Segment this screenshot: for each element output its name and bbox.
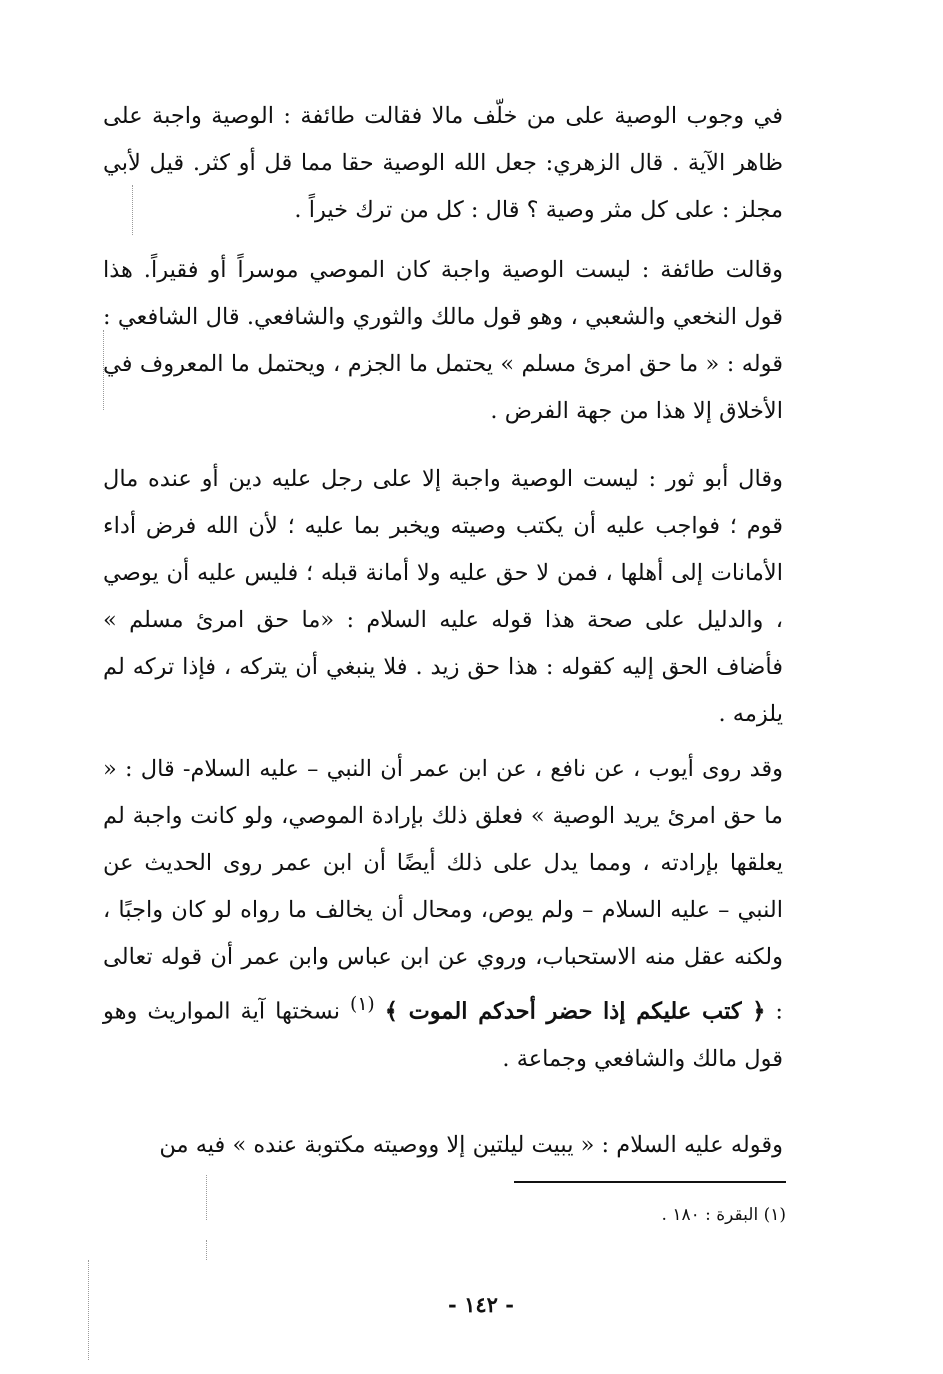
footnote-separator [514, 1181, 786, 1183]
paragraph-4-text-after: نسختها آية المواريث وهو قول مالك والشافعي وجماعة . [103, 998, 783, 1072]
scan-artifact-line [88, 1260, 89, 1360]
paragraph-5: وقوله عليه السلام : « يبيت ليلتين إلا ووصيته مكتوبة عنده » فيه من [159, 1132, 783, 1158]
body-text [103, 746, 783, 1083]
paragraph-4 [103, 746, 783, 1083]
scan-artifact-line [206, 1175, 207, 1220]
paragraph-4-text-before: وقد روى أيوب ، عن نافع ، عن ابن عمر أن النبي – عليه السلام- قال : « ما حق امرئ يريد الوصية » فعلق ذلك بإرادة الموصي، ولو كانت واجبة لم يعلقها بإرادته ، ومما يدل على ذلك أيضًا أن ابن عمر روى الحديث عن النبي – عليه السلام – ولم يوص، ومحال أن يخالف ما رواه لو كان واجبًا ، ولكنه عقل منه الاستحباب، وروي عن ابن عباس وابن عمر أن قوله تعالى : [103, 756, 784, 1025]
body-text [103, 1122, 783, 1169]
scan-artifact-line [206, 1240, 207, 1260]
footnote: (١) البقرة : ١٨٠ . [661, 1205, 786, 1225]
page-number: - ١٤٢ - [448, 1292, 514, 1317]
footnote-reference: (١) [350, 994, 375, 1015]
body-text [103, 247, 783, 435]
body-text [103, 93, 783, 234]
paragraph-3: وقال أبو ثور : ليست الوصية واجبة إلا على رجل عليه دين أو عنده مال قوم ؛ فواجب عليه أن يكتب وصيته ويخبر بما عليه ؛ لأن الله فرض أداء الأمانات إلى أهلها ، فمن لا حق عليه ولا أمانة قبله ؛ فليس عليه أن يوصي ، والدليل على صحة هذا قوله عليه السلام : «ما حق امرئ مسلم » فأضاف الحق إليه كقوله : هذا حق زيد . فلا ينبغي أن يتركه ، فإذا تركه لم يلزمه . [103, 466, 783, 727]
quran-verse: ﴿ كتب عليكم إذا حضر أحدكم الموت ﴾ [384, 998, 766, 1025]
paragraph-2: وقالت طائفة : ليست الوصية واجبة كان الموصي موسراً أو فقيراً. هذا قول النخعي والشعبي ، وهو قول مالك والثوري والشافعي. قال الشافعي : قوله : « ما حق امرئ مسلم » يحتمل ما الجزم ، ويحتمل ما المعروف في الأخلاق إلا هذا من جهة الفرض . [103, 257, 783, 424]
body-text [103, 456, 783, 738]
paragraph-1: في وجوب الوصية على من خلّف مالا فقالت طائفة : الوصية واجبة على ظاهر الآية . قال الزهري: جعل الله الوصية حقا مما قل أو كثر. قيل لأبي مجلز : على كل مثر وصية ؟ قال : كل من ترك خيراً . [103, 103, 783, 223]
